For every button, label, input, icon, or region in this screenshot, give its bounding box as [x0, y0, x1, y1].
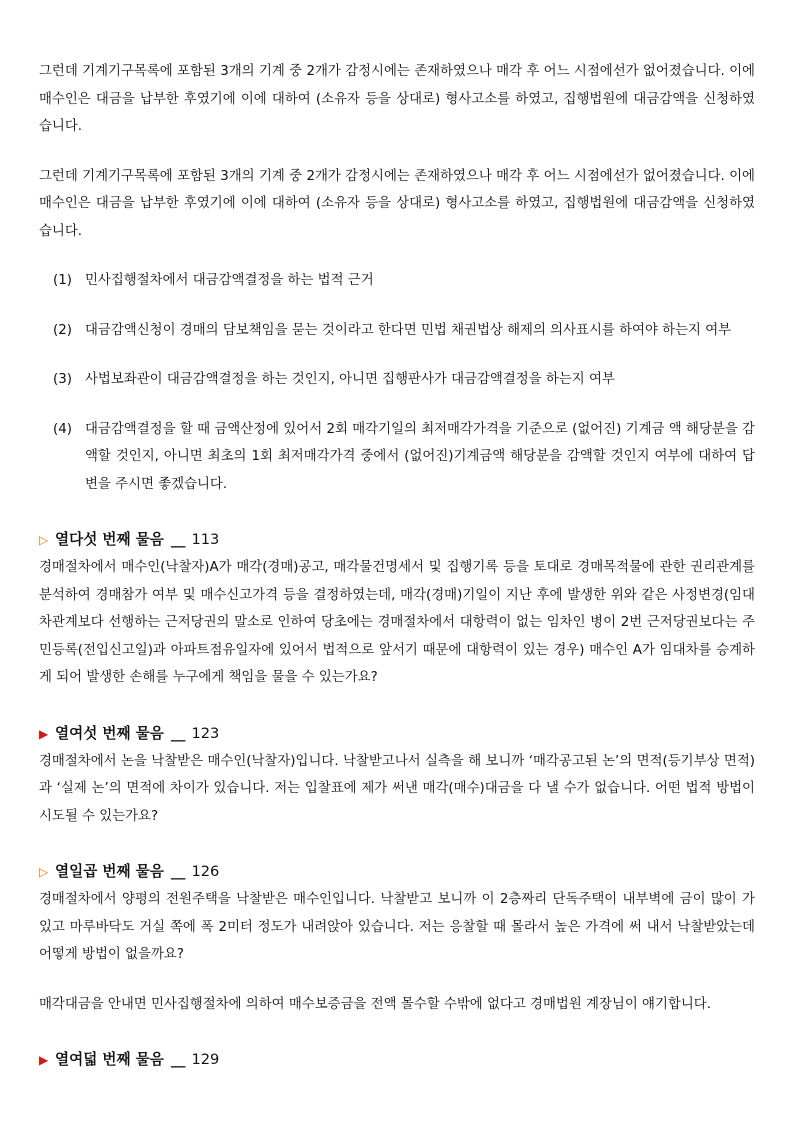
section-heading — [39, 526, 755, 554]
section-page-number: 129 — [191, 1051, 220, 1068]
triangle-solid-icon: ▶ — [39, 726, 49, 741]
section-body: 경매절차에서 논을 낙찰받은 매수인(낙찰자)입니다. 낙찰받고나서 실측을 해 보니까 ‘매각공고된 논’의 면적(등기부상 면적)과 ‘실제 논’의 면적에 차이가 있습니다. 저는 입찰표에 제가 써낸 매각(매수)대금을 다 낼 수가 없습니다. 어떤 법적 방법이 시도될 수 있는가요? — [39, 753, 755, 824]
list-item-text: 대금감액결정을 할 때 금액산정에 있어서 2회 매각기일의 최저매각가격을 기준으로 (없어진) 기계금 액 해당분을 감액할 것인지, 아니면 최초의 1회 최저매각가격 중에서 (없어진)기계금액 해당분을 감액할 것인지 여부에 대하여 답변을 주시면 좋겠습니다. — [85, 421, 755, 492]
section-separator: __ — [170, 863, 186, 880]
section-page-number: 123 — [191, 724, 220, 742]
section-title: 열여섯 번째 물음 — [55, 724, 164, 742]
section-separator: __ — [170, 531, 186, 548]
list-item — [53, 267, 755, 295]
section-separator: __ — [170, 724, 186, 742]
section-separator: __ — [170, 1051, 186, 1068]
section-heading — [39, 720, 755, 748]
list-item-number: (3) — [53, 372, 72, 387]
section-page-number: 126 — [191, 863, 220, 880]
list-item — [53, 416, 755, 499]
document-page — [39, 58, 755, 1074]
list-item — [53, 366, 755, 394]
section-title: 열여덟 번째 물음 — [55, 1051, 164, 1068]
list-item — [53, 317, 755, 345]
list-item-text: 사법보좌관이 대금감액결정을 하는 것인지, 아니면 집행판사가 대금감액결정을 하는지 여부 — [85, 372, 615, 387]
section-heading — [39, 858, 755, 886]
section-body: 매각대금을 안내면 민사집행절차에 의하여 매수보증금을 전액 몰수할 수밖에 없다고 경매법원 계장님이 얘기합니다. — [39, 996, 711, 1012]
section-heading — [39, 1046, 755, 1074]
list-item-text: 대금감액신청이 경매의 담보책임을 묻는 것이라고 한다면 민법 채권법상 해제의 의사표시를 하여야 하는지 여부 — [85, 322, 732, 338]
list-item-number: (1) — [53, 273, 72, 288]
list-item-text: 민사집행절차에서 대금감액결정을 하는 법적 근거 — [85, 273, 374, 288]
paragraph-intro-2: 그런데 기계기구목록에 포함된 3개의 기계 중 2개가 감정시에는 존재하였으나 매각 후 어느 시점에선가 없어졌습니다. 이에 매수인은 대금을 납부한 후였기에 이에 대하여 (소유자 등을 상대로) 형사고소를 하였고, 집행법원에 대금감액을 신청하였습니다. — [39, 168, 755, 239]
section-body: 경매절차에서 양평의 전원주택을 낙찰받은 매수인입니다. 낙찰받고 보니까 이 2층짜리 단독주택이 내부벽에 금이 많이 가 있고 마루바닥도 거실 쪽에 폭 2미터 정도가 내려앉아 있습니다. 저는 응찰할 때 몰라서 높은 가격에 써 내서 낙찰받았는데 어떻게 방법이 없을까요? — [39, 892, 755, 962]
list-item-number: (4) — [53, 421, 72, 437]
section-title: 열다섯 번째 물음 — [55, 531, 164, 548]
section-title: 열일곱 번째 물음 — [55, 863, 164, 880]
list-item-number: (2) — [53, 322, 72, 338]
triangle-outline-icon: ▷ — [39, 865, 49, 879]
triangle-outline-icon: ▷ — [39, 533, 49, 547]
paragraph-intro-1: 그런데 기계기구목록에 포함된 3개의 기계 중 2개가 감정시에는 존재하였으나 매각 후 어느 시점에선가 없어졌습니다. 이에 매수인은 대금을 납부한 후였기에 이에 대하여 (소유자 등을 상대로) 형사고소를 하였고, 집행법원에 대금감액을 신청하였습니다. — [39, 64, 755, 134]
triangle-solid-icon: ▶ — [39, 1053, 49, 1067]
section-body: 경매절차에서 매수인(낙찰자)A가 매각(경매)공고, 매각물건명세서 및 집행기록 등을 토대로 경매목적물에 관한 권리관계를 분석하여 경매참가 여부 및 매수신고가격 등을 결정하였는데, 매각(경매)기일이 지난 후에 발생한 위와 같은 사정변경(임대차관계보다 선행하는 근저당권의 말소로 인하여 당초에는 경매절차에서 대항력이 없는 임차인 병이 2번 근저당권보다는 주민등록(전입신고일)과 아파트점유일자에 있어서 법적으로 앞서기 때문에 대항력이 있는 경우) 매수인 A가 임대차를 승계하게 되어 발생한 손해를 누구에게 책임을 물을 수 있는가요? — [39, 560, 755, 685]
section-page-number: 113 — [191, 531, 220, 548]
